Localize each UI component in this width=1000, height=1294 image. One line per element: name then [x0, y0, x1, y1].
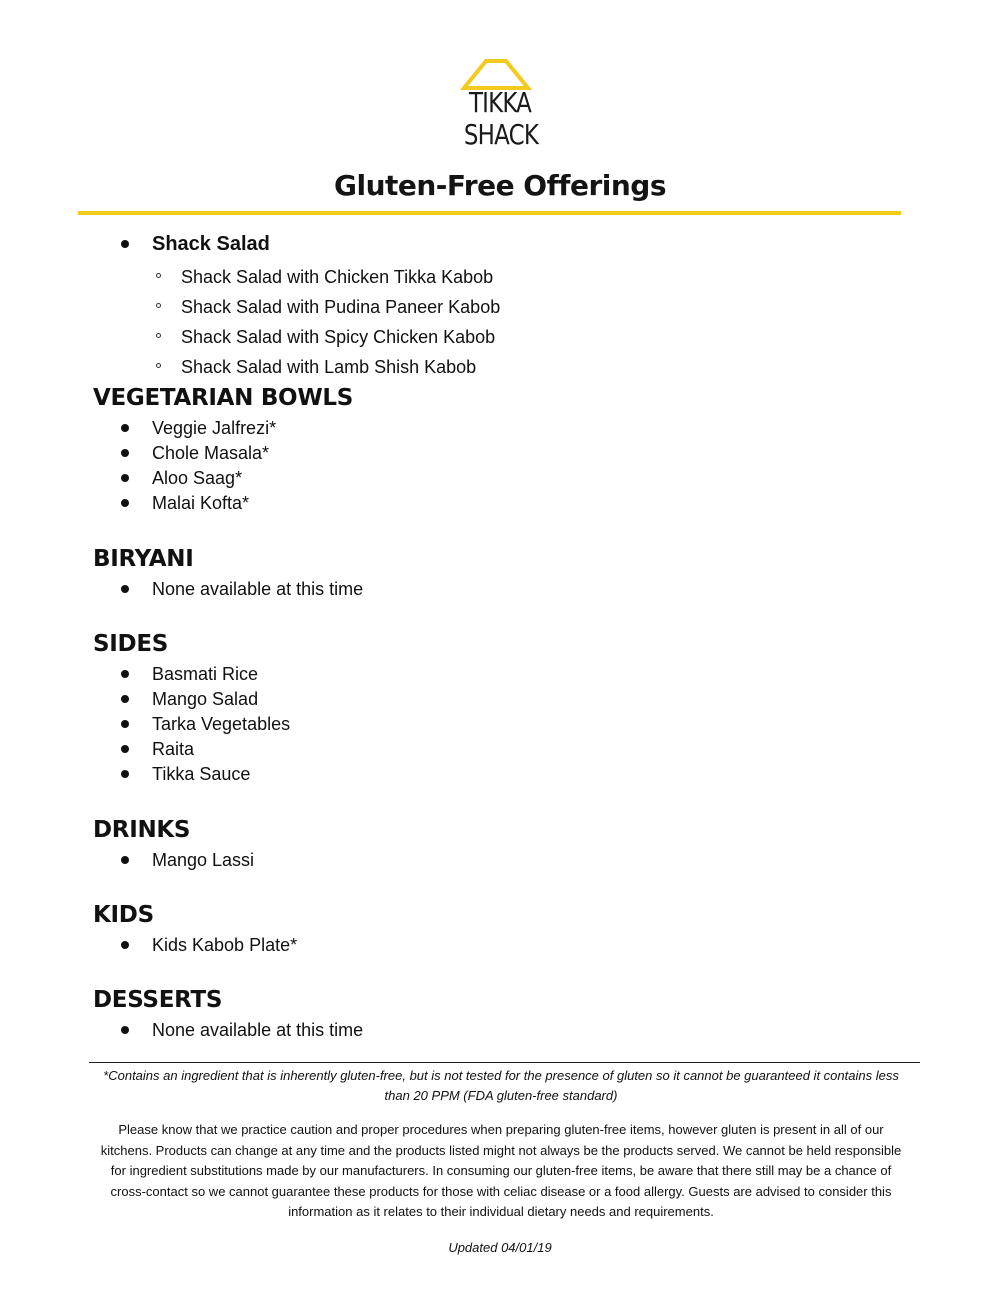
page-title: Gluten-Free Offerings	[333, 169, 667, 202]
logo-text-shack: SHACK	[463, 118, 539, 151]
logo-text-tikka: TIKKA	[468, 86, 532, 119]
section-heading-drinks: DRINKS	[93, 817, 191, 843]
salad-variant: Shack Salad with Pudina Paneer Kabob	[181, 297, 501, 317]
disclaimer: Please know that we practice caution and proper procedures when preparing gluten-free items, however gluten is present in all of our kitchens. Products can change at any time and the products listed might not always be the products served. We cannot be held responsible for ingredient substitutions made by our manufacturers. In consuming our gluten-free items, be aware that there still may be a chance of cross-contact so we cannot guarantee these products for those with celiac disease or a food allergy. Guests are advised to consider this information as it relates to their individual dietary needs and requirements.	[100, 1122, 902, 1220]
menu-item: Mango Lassi	[152, 850, 255, 870]
circle-bullet-icon	[156, 333, 161, 338]
bullet-icon	[121, 424, 129, 432]
title-underline	[78, 211, 901, 215]
menu-item: None available at this time	[152, 579, 364, 599]
menu-item: Basmati Rice	[152, 664, 259, 684]
bullet-icon	[121, 240, 129, 248]
bullet-icon	[121, 1026, 129, 1034]
circle-bullet-icon	[156, 303, 161, 308]
bullet-icon	[121, 745, 129, 753]
menu-item: Mango Salad	[152, 689, 259, 709]
menu-item: Tarka Vegetables	[152, 714, 291, 734]
footnote: *Contains an ingredient that is inherently gluten-free, but is not tested for the presence of gluten so it cannot be guaranteed it contains less than 20 PPM (FDA gluten-free standard)	[103, 1068, 899, 1103]
circle-bullet-icon	[156, 363, 161, 368]
shack-salad-label: Shack Salad	[152, 233, 270, 255]
bullet-icon	[121, 695, 129, 703]
section-heading-desserts: DESSERTS	[93, 987, 223, 1013]
salad-variant: Shack Salad with Chicken Tikka Kabob	[181, 267, 494, 287]
footer-divider	[89, 1062, 920, 1063]
bullet-icon	[121, 856, 129, 864]
bullet-icon	[121, 720, 129, 728]
bullet-icon	[121, 474, 129, 482]
menu-item: Veggie Jalfrezi*	[152, 418, 277, 438]
section-heading-sides: SIDES	[93, 631, 168, 657]
bullet-icon	[121, 941, 129, 949]
updated-date: Updated 04/01/19	[448, 1240, 552, 1255]
section-heading-biryani: BIRYANI	[93, 546, 194, 572]
bullet-icon	[121, 499, 129, 507]
bullet-icon	[121, 449, 129, 457]
tikka-shack-logo	[456, 58, 544, 154]
salad-variant: Shack Salad with Spicy Chicken Kabob	[181, 327, 496, 347]
bullet-icon	[121, 585, 129, 593]
circle-bullet-icon	[156, 273, 161, 278]
menu-item: Tikka Sauce	[152, 764, 251, 784]
salad-variant: Shack Salad with Lamb Shish Kabob	[181, 357, 477, 377]
menu-item: None available at this time	[152, 1020, 364, 1040]
menu-item: Kids Kabob Plate*	[152, 935, 298, 955]
menu-item: Raita	[152, 739, 195, 759]
menu-item: Malai Kofta*	[152, 493, 250, 513]
section-heading-kids: KIDS	[93, 902, 154, 928]
bullet-icon	[121, 670, 129, 678]
menu-item: Aloo Saag*	[152, 468, 243, 488]
section-heading-vegetarian-bowls: VEGETARIAN BOWLS	[93, 385, 354, 411]
menu-item: Chole Masala*	[152, 443, 270, 463]
bullet-icon	[121, 770, 129, 778]
